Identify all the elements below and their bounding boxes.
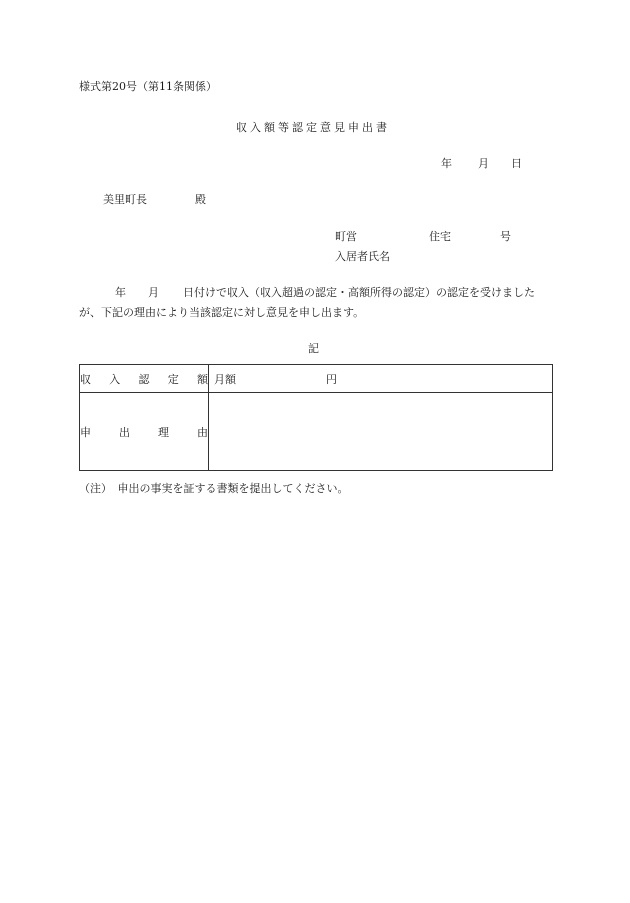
date-day: 日 [511, 157, 522, 170]
date-year: 年 [441, 157, 452, 170]
footnote: （注） 申出の事実を証する書類を提出してください。 [79, 482, 349, 495]
ki-heading: 記 [308, 342, 319, 355]
reason-label: 申 出 理 由 [80, 393, 209, 471]
recipient-name: 美里町長 [103, 193, 147, 206]
body-month: 月 [148, 286, 159, 299]
housing-town: 町営 [335, 230, 357, 243]
form-number: 様式第20号（第11条関係） [79, 80, 217, 93]
housing-number: 号 [500, 230, 511, 243]
yen-unit: 円 [326, 372, 337, 386]
monthly-label: 月額 [214, 372, 236, 386]
resident-name-label: 入居者氏名 [335, 250, 390, 263]
reason-field[interactable] [209, 393, 553, 471]
body-text-line1: 日付けで収入（収入超過の認定・高額所得の認定）の認定を受けました [183, 286, 535, 299]
body-text-line2: が、下記の理由により当該認定に対し意見を申し出ます。 [79, 306, 365, 319]
income-amount-field[interactable] [209, 365, 553, 393]
document-title: 収入額等認定意見申出書 [236, 121, 390, 134]
application-table [79, 364, 553, 471]
date-month: 月 [478, 157, 489, 170]
recipient-honorific: 殿 [195, 193, 206, 206]
body-year: 年 [115, 286, 126, 299]
housing-type: 住宅 [429, 230, 451, 243]
table-row [80, 393, 553, 471]
table-row [80, 365, 553, 393]
income-amount-label: 収 入 認 定 額 [80, 365, 209, 393]
